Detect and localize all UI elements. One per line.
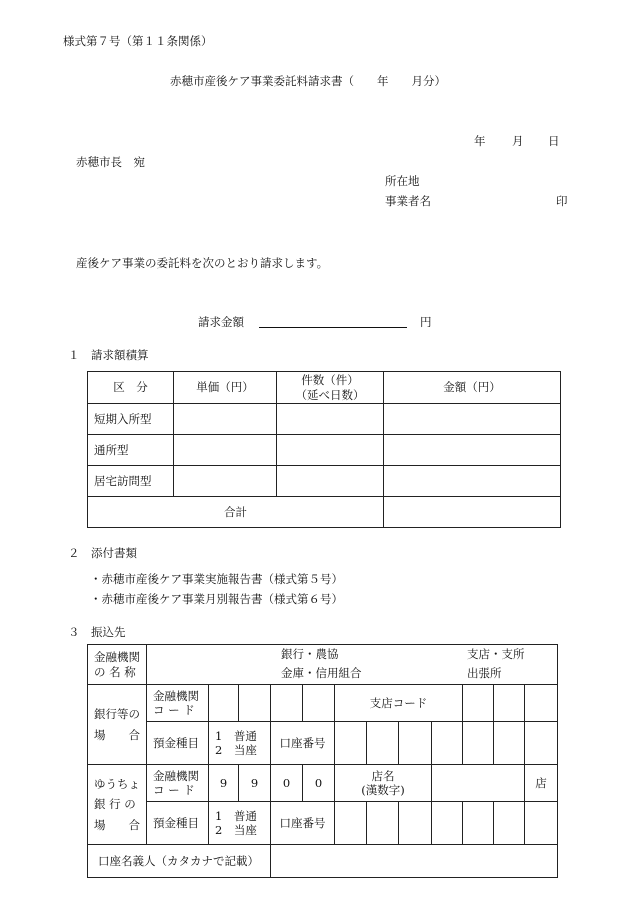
store-suffix: 店	[525, 765, 558, 802]
date-day: 日	[548, 134, 560, 148]
account-number-label: 口座番号	[271, 802, 335, 845]
unit-price-cell[interactable]	[174, 466, 277, 497]
institution-code-label: 金融機関 コ ー ド	[147, 685, 209, 722]
address-label: 所在地	[385, 174, 420, 188]
account-number-digit[interactable]	[525, 802, 558, 845]
account-number-digit[interactable]	[335, 802, 367, 845]
account-number-digit[interactable]	[463, 722, 494, 765]
postal-code-digit: 0	[303, 765, 335, 802]
request-statement: 産後ケア事業の委託料を次のとおり請求します。	[76, 256, 329, 270]
store-name-cell[interactable]	[432, 765, 525, 802]
postal-code-digit: 0	[271, 765, 303, 802]
header-count: 件数（件） （延べ日数）	[277, 372, 384, 404]
account-number-digit[interactable]	[367, 722, 399, 765]
account-number-digit[interactable]	[432, 802, 463, 845]
account-number-digit[interactable]	[367, 802, 399, 845]
unit-price-cell[interactable]	[174, 435, 277, 466]
business-name-label: 事業者名	[385, 194, 431, 208]
attachment-item: ・赤穂市産後ケア事業月別報告書（様式第６号）	[90, 592, 343, 606]
calc-table	[87, 371, 561, 528]
total-label: 合計	[88, 497, 384, 528]
account-number-digit[interactable]	[399, 722, 432, 765]
amount-cell[interactable]	[384, 466, 561, 497]
amount-cell[interactable]	[384, 404, 561, 435]
bank-group-label: 銀行等の 場 合	[88, 685, 147, 765]
total-amount-cell[interactable]	[384, 497, 561, 528]
institution-name-label: 金融機関 の 名 称	[88, 645, 147, 685]
row-label: 短期入所型	[88, 404, 174, 435]
page-title: 赤穂市産後ケア事業委託料請求書（ 年 月分）	[170, 74, 446, 88]
deposit-type-label: 預金種目	[147, 722, 209, 765]
account-number-digit[interactable]	[525, 722, 558, 765]
institution-code-digit[interactable]	[209, 685, 239, 722]
header-category: 区 分	[88, 372, 174, 404]
account-number-label: 口座番号	[271, 722, 335, 765]
count-cell[interactable]	[277, 404, 384, 435]
header-amount: 金額（円）	[384, 372, 561, 404]
unit-price-cell[interactable]	[174, 404, 277, 435]
account-number-digit[interactable]	[432, 722, 463, 765]
row-label: 通所型	[88, 435, 174, 466]
seal-mark: 印	[556, 194, 568, 208]
amount-unit: 円	[420, 315, 432, 329]
institution-code-digit[interactable]	[239, 685, 271, 722]
attachment-item: ・赤穂市産後ケア事業実施報告書（様式第５号）	[90, 572, 343, 586]
account-number-digit[interactable]	[494, 802, 525, 845]
amount-label: 請求金額	[198, 315, 244, 329]
account-number-digit[interactable]	[463, 802, 494, 845]
date-year: 年	[474, 134, 486, 148]
amount-underline	[259, 327, 407, 328]
postal-code-digit: 9	[209, 765, 239, 802]
postal-code-digit: 9	[239, 765, 271, 802]
count-cell[interactable]	[277, 466, 384, 497]
amount-cell[interactable]	[384, 435, 561, 466]
account-holder-label: 口座名義人（カタカナで記載）	[88, 845, 271, 878]
postal-group-label: ゆうちょ 銀 行 の 場 合	[88, 765, 147, 845]
section2-heading: ２ 添付書類	[68, 546, 137, 560]
account-number-digit[interactable]	[399, 802, 432, 845]
institution-code-digit[interactable]	[271, 685, 303, 722]
postal-code-label: 金融機関 コ ー ド	[147, 765, 209, 802]
header-unit-price: 単価（円）	[174, 372, 277, 404]
branch-code-digit[interactable]	[494, 685, 525, 722]
deposit-type-options[interactable]: 1 普通 2 当座	[209, 722, 271, 765]
branch-code-digit[interactable]	[463, 685, 494, 722]
bank-table	[87, 644, 558, 878]
branch-code-digit[interactable]	[525, 685, 558, 722]
deposit-type-options[interactable]: 1 普通 2 当座	[209, 802, 271, 845]
branch-code-label: 支店コード	[335, 685, 463, 722]
store-name-label: 店名 (漢数字)	[335, 765, 432, 802]
section3-heading: ３ 振込先	[68, 625, 126, 639]
account-number-digit[interactable]	[494, 722, 525, 765]
addressee: 赤穂市長 宛	[76, 155, 145, 169]
institution-code-digit[interactable]	[303, 685, 335, 722]
account-number-digit[interactable]	[335, 722, 367, 765]
form-number: 様式第７号（第１１条関係）	[63, 34, 213, 48]
count-cell[interactable]	[277, 435, 384, 466]
account-holder-cell[interactable]	[271, 845, 558, 878]
deposit-type-label: 預金種目	[147, 802, 209, 845]
date-month: 月	[512, 134, 524, 148]
section1-heading: １ 請求額積算	[68, 348, 149, 362]
row-label: 居宅訪問型	[88, 466, 174, 497]
institution-name-cell[interactable]: 銀行・農協 金庫・信用組合 支店・支所 出張所	[147, 645, 558, 685]
